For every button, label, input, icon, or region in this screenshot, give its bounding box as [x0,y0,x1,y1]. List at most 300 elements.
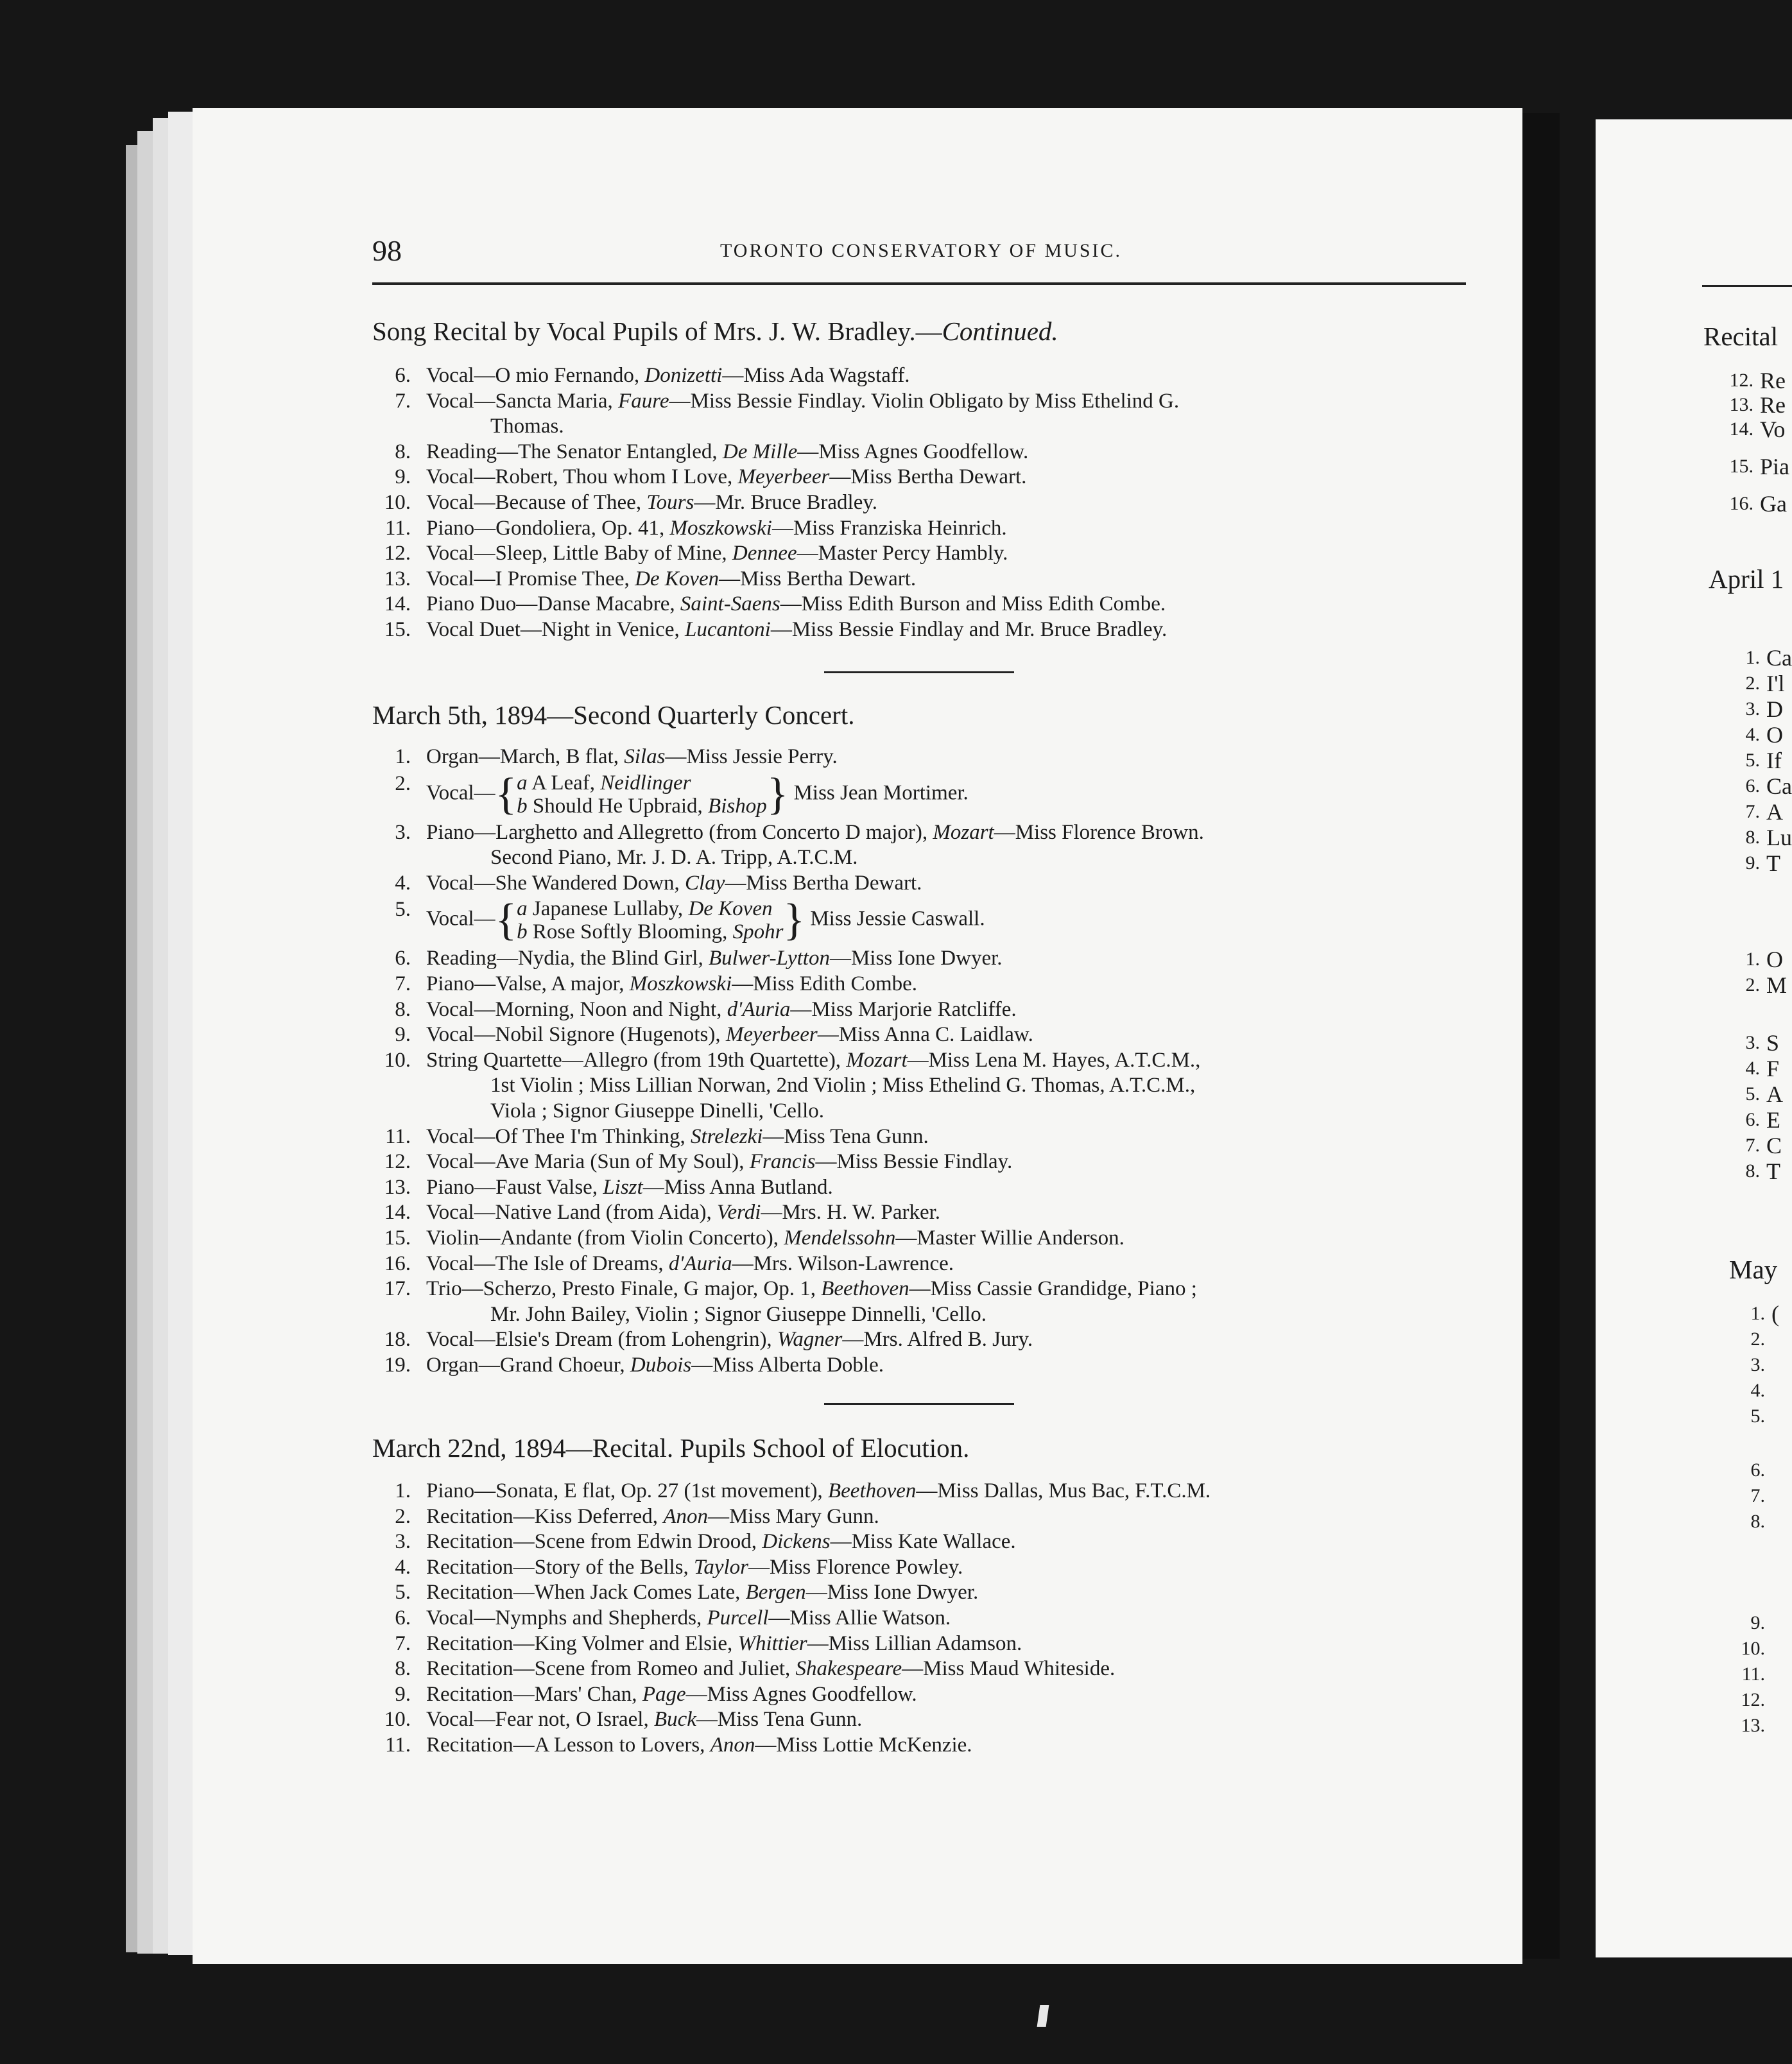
composer: De Mille [722,440,798,463]
item-title: Piano—Gondoliera, Op. 41, [426,516,670,540]
sub-label: b [517,920,528,944]
item-title: Trio—Scherzo, Presto Finale, G major, Op. 1, [426,1277,822,1301]
program-item [372,617,1476,643]
performer: —Miss Ada Wagstaff. [722,364,910,387]
item-number: 17. [384,1277,411,1301]
item-number: 12. [1741,1689,1765,1710]
composer: Whittier [737,1631,807,1655]
item-number: 1. [395,1479,411,1502]
section-divider [824,1403,1014,1405]
item-number: 6. [395,1606,411,1630]
item-fragment: If [1766,748,1782,773]
program-item [372,871,1476,897]
program-item [372,389,1476,440]
program-item [372,997,1476,1023]
item-title: Vocal—Elsie's Dream (from Lohengrin), [426,1328,777,1352]
item-title: Vocal—Robert, Thou whom I Love, [426,465,738,489]
program-item [372,1353,1476,1379]
item-title: Recitation—Scene from Edwin Drood, [426,1530,762,1554]
composer: Wagner [777,1328,843,1352]
item-number: 14. [384,592,411,616]
item-title: Recitation—When Jack Comes Late, [426,1581,746,1604]
item-number: 12. [1729,370,1753,391]
item-fragment: O [1766,722,1783,748]
item-title: Recitation—Scene from Romeo and Juliet, [426,1657,796,1681]
brace-left: { [495,895,517,945]
item-title: Organ—Grand Choeur, [426,1353,630,1377]
program-item [372,592,1476,617]
item-number: 4. [1750,1380,1765,1401]
right-section-title: April 1 [1709,564,1784,594]
item-title: Piano—Larghetto and Allegretto (from Concerto D major), [426,820,933,844]
performer: —Mr. Bruce Bradley. [694,490,877,514]
item-fragment: A [1766,1081,1783,1107]
item-title: Vocal—Nobil Signore (Hugenots), [426,1023,726,1047]
performer: —Miss Bessie Findlay. Violin Obligato by Miss Ethelind G. [669,389,1180,413]
item-number: 7. [1745,1135,1760,1156]
performer: —Miss Ione Dwyer. [806,1581,979,1604]
item-type: Vocal— [426,907,495,931]
performer: —Miss Marjorie Ratcliffe. [790,997,1017,1021]
item-fragment: S [1766,1030,1780,1056]
item-title: Vocal—Sleep, Little Baby of Mine, [426,542,732,565]
performer: —Miss Bessie Findlay. [815,1150,1013,1174]
item-title: Vocal—Native Land (from Aida), [426,1201,718,1225]
composer: De Koven [635,567,719,590]
item-title: Piano Duo—Danse Macabre, [426,592,680,616]
item-title: Recitation—Story of the Bells, [426,1555,694,1579]
item-title: Vocal—Fear not, O Israel, [426,1708,654,1732]
item-fragment: Vo [1760,417,1786,442]
brace-left: { [495,769,517,819]
item-title: Vocal—Ave Maria (Sun of My Soul), [426,1150,750,1174]
item-number: 18. [384,1328,411,1352]
item-number: 4. [1745,1058,1760,1079]
performer: Miss Jean Mortimer. [793,781,969,805]
program-item [372,516,1476,542]
program-item [372,465,1476,490]
performer: —Mrs. Wilson-Lawrence. [732,1251,954,1275]
item-number: 15. [384,1226,411,1250]
item-number: 7. [395,389,411,413]
item-number: 10. [1741,1638,1765,1659]
item-number: 5. [1750,1406,1765,1427]
performer: —Miss Kate Wallace. [830,1530,1016,1554]
program-item [372,1200,1476,1226]
item-title: Vocal—Of Thee I'm Thinking, [426,1124,691,1148]
composer: Mozart [846,1048,908,1072]
item-number: 19. [384,1353,411,1377]
program-item [372,363,1476,389]
brace-group [517,771,767,818]
item-fragment: T [1766,850,1780,876]
composer: Taylor [694,1555,749,1579]
item-title: Vocal—O mio Fernando, [426,364,645,387]
sub-item [517,771,767,795]
item-title: Vocal—Morning, Noon and Night, [426,997,727,1021]
composer: Spohr [732,920,784,944]
item-number: 3. [1745,698,1760,719]
program-item [372,1277,1476,1327]
composer: Faure [618,389,669,413]
item-number: 12. [384,542,411,565]
sub-title: Should He Upbraid, [532,794,709,818]
item-fragment: C [1766,1133,1782,1158]
item-number: 11. [384,1733,411,1757]
sub-title: Japanese Lullaby, [532,897,689,921]
item-title: Organ—March, B flat, [426,745,625,768]
performer: —Miss Mary Gunn. [707,1504,879,1528]
item-title: Vocal—She Wandered Down, [426,871,685,895]
item-fragment: D [1766,696,1783,722]
program-item [372,820,1476,871]
performer: —Master Willie Anderson. [895,1226,1124,1250]
item-number: 13. [384,1175,411,1199]
program-item [372,744,1476,770]
composer: Meyerbeer [737,465,830,489]
item-number: 8. [1745,827,1760,848]
sub-item [517,795,767,818]
composer: Mendelssohn [784,1226,896,1250]
brace-right: } [783,895,806,945]
program-item [372,1555,1476,1581]
item-title: Reading—Nydia, the Blind Girl, [426,947,709,970]
composer: Anon [710,1733,755,1757]
program-item [372,1529,1476,1555]
performer: —Miss Bertha Dewart. [725,871,922,895]
item-number: 10. [384,1048,411,1072]
composer: Moszkowski [629,972,732,995]
performer: —Miss Bessie Findlay and Mr. Bruce Bradley. [770,617,1167,641]
program-item [372,946,1476,972]
item-title: Violin—Andante (from Violin Concerto), [426,1226,784,1250]
item-number: 2. [395,771,411,795]
sub-title: Rose Softly Blooming, [532,920,733,944]
program-item [372,1226,1476,1251]
sub-title: A Leaf, [531,771,601,795]
composer: Beethoven [821,1277,909,1301]
program-item [372,541,1476,567]
performer: —Miss Bertha Dewart. [829,465,1027,489]
item-fragment: F [1766,1056,1780,1081]
composer: Mozart [933,820,994,844]
program-item [372,440,1476,465]
composer: Dubois [630,1353,692,1377]
composer: Bulwer-Lytton [708,947,830,970]
sub-item [517,920,783,943]
item-number: 7. [395,972,411,995]
program-item [372,972,1476,997]
item-number: 8. [395,440,411,463]
program-item [372,1251,1476,1277]
performer: —Miss Lillian Adamson. [807,1631,1022,1655]
item-title: Vocal—Because of Thee, [426,490,647,514]
program-item [372,1149,1476,1175]
item-number: 8. [395,1657,411,1681]
item-number: 3. [395,820,411,844]
composer: Tours [646,490,694,514]
performer: —Miss Anna Butland. [642,1175,833,1199]
item-number: 5. [395,898,411,922]
item-number: 14. [1729,418,1753,440]
item-number: 3. [395,1530,411,1554]
item-number: 9. [395,1682,411,1706]
item-title: Vocal—Sancta Maria, [426,389,619,413]
program-item [372,1504,1476,1530]
item-number: 5. [395,1581,411,1604]
item-number: 5. [1745,750,1760,771]
performer: —Master Percy Hambly. [797,542,1008,565]
section-title: Song Recital by Vocal Pupils of Mrs. J. W. Bradley.—Continued. [372,316,1058,346]
composer: Silas [624,745,666,768]
program-item [372,1682,1476,1708]
program-item [372,1124,1476,1150]
performer: —Miss Lena M. Hayes, A.T.C.M., [907,1048,1201,1072]
composer: Buck [653,1708,696,1732]
item-number: 16. [384,1251,411,1275]
item-number: 4. [395,1555,411,1579]
item-fragment: Ca [1766,645,1792,671]
section-title: March 5th, 1894—Second Quarterly Concert. [372,700,855,730]
item-title: Vocal—The Isle of Dreams, [426,1251,669,1275]
item-number: 2. [1745,974,1760,995]
item-number: 6. [1745,1109,1760,1130]
composer: Lucantoni [684,617,771,641]
performer: —Miss Dallas, Mus Bac, F.T.C.M. [916,1479,1211,1502]
running-header: TORONTO CONSERVATORY OF MUSIC. [720,240,1123,261]
item-number: 9. [1750,1612,1765,1633]
composer: Neidlinger [600,771,691,795]
performer: —Miss Edith Burson and Miss Edith Combe. [780,592,1166,616]
item-title: Recitation—Mars' Chan, [426,1682,642,1706]
item-fragment: A [1766,799,1783,825]
performer: —Miss Agnes Goodfellow. [797,440,1029,463]
item-title: Recitation—A Lesson to Lovers, [426,1733,711,1757]
item-number: 1. [395,745,411,768]
composer: Beethoven [828,1479,917,1502]
composer: Verdi [717,1201,761,1225]
performer: —Miss Tena Gunn. [696,1708,863,1732]
program-item [372,1479,1476,1504]
program-item [372,1022,1476,1048]
item-number: 11. [384,516,411,540]
item-fragment: E [1766,1107,1780,1133]
item-title: Reading—The Senator Entangled, [426,440,723,463]
program-item [372,1733,1476,1759]
right-section-title: May [1729,1255,1778,1284]
item-title: Vocal—I Promise Thee, [426,567,635,590]
program-list [372,1479,1476,1759]
item-continuation: Thomas. [490,415,564,438]
brace-right: } [766,769,789,819]
brace-group [517,897,783,943]
composer: Moszkowski [669,516,772,540]
sub-label: a [517,771,528,795]
sub-item [517,897,783,920]
performer: —Miss Anna C. Laidlaw. [817,1023,1033,1047]
item-number: 15. [384,617,411,641]
item-number: 10. [384,1708,411,1732]
item-number: 5. [1745,1083,1760,1105]
item-fragment: Lu [1766,825,1792,850]
performer: —Miss Franziska Heinrich. [771,516,1007,540]
composer: Bergen [745,1581,806,1604]
composer: d'Auria [668,1251,732,1275]
performer: —Miss Cassie Grandidge, Piano ; [909,1277,1197,1301]
sub-label: a [517,897,528,921]
item-continuation: Second Piano, Mr. J. D. A. Tripp, A.T.C.M. [490,846,858,870]
item-fragment: Pia [1760,454,1790,479]
composer: Purcell [707,1606,769,1630]
page-number: 98 [372,234,402,267]
item-type: Vocal— [426,781,495,805]
item-number: 2. [395,1504,411,1528]
item-number: 15. [1729,456,1753,477]
item-number: 2. [1750,1329,1765,1350]
item-number: 8. [395,997,411,1021]
item-number: 7. [1750,1485,1765,1506]
item-number: 3. [1750,1354,1765,1375]
composer: De Koven [688,897,773,921]
item-title: Vocal—Nymphs and Shepherds, [426,1606,707,1630]
item-number: 11. [384,1124,411,1148]
performer: —Miss Alberta Doble. [691,1353,884,1377]
item-number: 1. [1750,1303,1765,1324]
section-title: March 22nd, 1894—Recital. Pupils School of Elocution. [372,1433,970,1463]
performer: —Mrs. H. W. Parker. [761,1201,941,1225]
item-number: 6. [395,364,411,387]
program-item [372,1175,1476,1201]
item-number: 9. [395,1023,411,1047]
program-item [372,1327,1476,1353]
program-item [372,897,1476,943]
item-title: Vocal Duet—Night in Venice, [426,617,685,641]
composer: Liszt [603,1175,643,1199]
scan-mark [1037,2005,1049,2027]
performer: —Miss Tena Gunn. [762,1124,929,1148]
composer: Donizetti [644,364,723,387]
performer: —Mrs. Alfred B. Jury. [842,1328,1033,1352]
composer: Francis [749,1150,816,1174]
composer: Clay [685,871,725,895]
item-fragment: Ga [1760,491,1787,517]
composer: Bishop [708,794,767,818]
program-list [372,363,1476,643]
item-number: 1. [1745,949,1760,970]
item-number: 14. [384,1201,411,1225]
composer: Saint-Saens [680,592,780,616]
program-item [372,771,1476,818]
item-number: 6. [1750,1459,1765,1481]
page-edges [168,112,194,1955]
program-item [372,490,1476,516]
item-number: 9. [395,465,411,489]
item-number: 13. [384,567,411,590]
performer: —Miss Ione Dwyer. [829,947,1003,970]
item-fragment: M [1766,972,1788,998]
item-title: Piano—Faust Valse, [426,1175,603,1199]
item-fragment: Re [1760,392,1786,418]
item-fragment: O [1766,947,1783,972]
performer: —Miss Agnes Goodfellow. [685,1682,917,1706]
item-continuation: Viola ; Signor Giuseppe Dinelli, 'Cello. [490,1099,824,1122]
item-number: 1. [1745,647,1760,668]
item-title: Recitation—Kiss Deferred, [426,1504,664,1528]
performer: —Miss Jessie Perry. [665,745,838,768]
item-number: 3. [1745,1032,1760,1053]
item-number: 13. [1729,394,1753,415]
item-fragment: T [1766,1158,1780,1184]
right-header-rule [1702,285,1792,287]
item-number: 11. [1741,1664,1765,1685]
item-number: 4. [395,871,411,895]
item-title: Piano—Sonata, E flat, Op. 27 (1st movement), [426,1479,828,1502]
item-fragment: Re [1760,368,1786,393]
item-number: 6. [395,947,411,970]
performer: —Miss Lottie McKenzie. [755,1733,972,1757]
item-number: 4. [1745,724,1760,745]
item-fragment: ( [1771,1301,1779,1327]
composer: Meyerbeer [725,1023,818,1047]
right-section-title: Recital [1703,322,1779,351]
performer: —Miss Florence Powley. [748,1555,963,1579]
item-number: 8. [1745,1160,1760,1182]
book-gutter [1522,113,1560,1959]
composer: Dennee [732,542,797,565]
performer: Miss Jessie Caswall. [810,907,985,931]
item-number: 10. [384,490,411,514]
composer: Anon [663,1504,708,1528]
header-rule [372,282,1466,285]
performer: —Miss Florence Brown. [994,820,1204,844]
item-number: 13. [1741,1715,1765,1736]
item-title: Recitation—King Volmer and Elsie, [426,1631,738,1655]
performer: —Miss Maud Whiteside. [902,1657,1116,1681]
composer: d'Auria [727,997,791,1021]
item-number: 6. [1745,775,1760,796]
item-number: 2. [1745,673,1760,694]
program-item [372,1580,1476,1606]
composer: Page [642,1682,686,1706]
program-item [372,1606,1476,1631]
item-fragment: I'l [1766,671,1785,696]
item-number: 7. [1745,801,1760,822]
composer: Shakespeare [795,1657,902,1681]
composer: Strelezki [690,1124,763,1148]
sub-label: b [517,794,528,818]
item-number: 8. [1750,1511,1765,1532]
item-number: 12. [384,1150,411,1174]
section-divider [824,671,1014,673]
item-fragment: Ca [1766,773,1792,799]
performer: —Miss Bertha Dewart. [719,567,917,590]
item-number: 7. [395,1631,411,1655]
item-title: String Quartette—Allegro (from 19th Quartette), [426,1048,847,1072]
composer: Dickens [762,1530,831,1554]
item-number: 16. [1729,493,1753,514]
item-number: 9. [1745,852,1760,873]
program-item [372,1631,1476,1657]
performer: —Miss Edith Combe. [732,972,918,995]
program-list [372,744,1476,1378]
performer: —Miss Allie Watson. [768,1606,951,1630]
item-title: Piano—Valse, A major, [426,972,630,995]
program-item [372,1656,1476,1682]
program-item [372,567,1476,592]
program-item [372,1707,1476,1733]
item-continuation: Mr. John Bailey, Violin ; Signor Giuseppe Dinnelli, 'Cello. [490,1302,987,1326]
program-item [372,1048,1476,1124]
